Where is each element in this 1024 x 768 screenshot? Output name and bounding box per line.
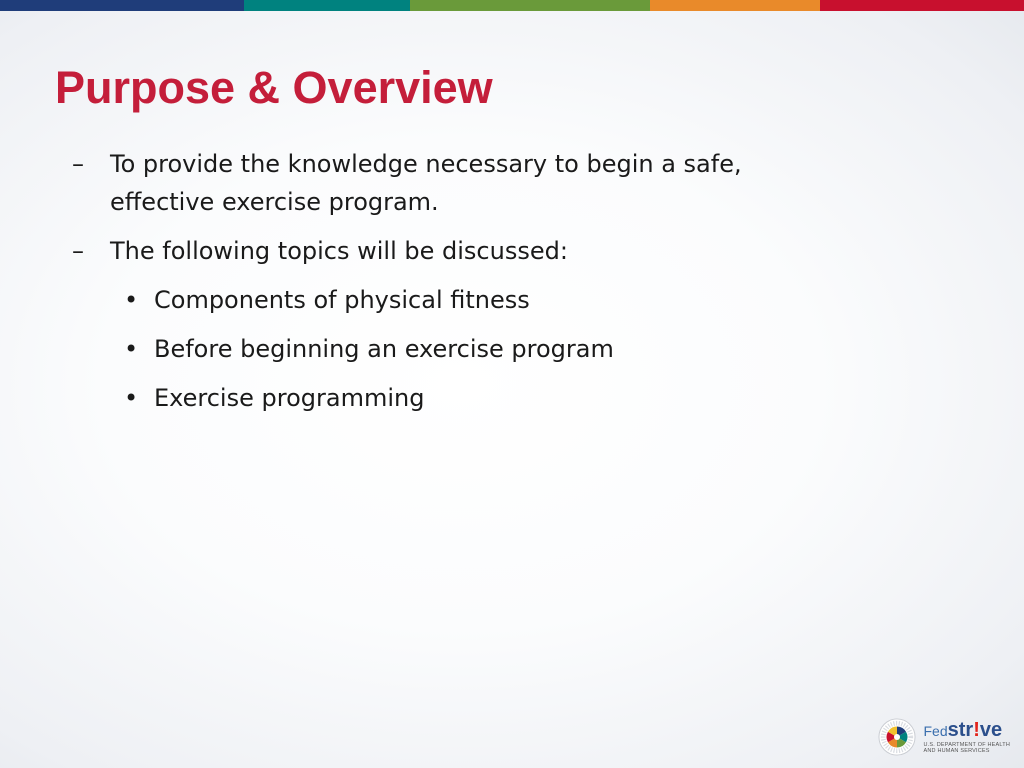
bullet-dot-marker: • <box>124 286 139 314</box>
slide-title: Purpose & Overview <box>55 62 493 113</box>
wordmark-strive-pre: str <box>947 719 974 741</box>
brand-wordmark <box>924 720 1011 754</box>
top-bar-segment-teal <box>244 0 410 11</box>
bullet-dot-marker: • <box>124 384 139 412</box>
top-color-bar <box>0 0 1024 11</box>
department-line-1: U.S. DEPARTMENT OF HEALTH <box>923 742 1010 748</box>
bullet-text: The following topics will be discussed: <box>110 237 568 265</box>
sub-bullet-text: Components of physical fitness <box>154 286 530 314</box>
top-bar-segment-orange <box>650 0 820 11</box>
dash-marker: – <box>72 150 84 178</box>
wordmark-strive-post: ve <box>979 719 1003 741</box>
wordmark-exclamation: ! <box>973 719 980 741</box>
fedstrive-logo <box>878 718 1011 756</box>
wordmark-fed: Fed <box>923 723 948 739</box>
bullet-item <box>72 232 792 270</box>
top-bar-segment-navy <box>0 0 244 11</box>
sub-bullet-item <box>72 281 792 319</box>
bullet-text: To provide the knowledge necessary to begin a safe, effective exercise program. <box>110 150 742 216</box>
bullet-dot-marker: • <box>124 335 139 363</box>
department-line-2: AND HUMAN SERVICES <box>923 748 990 754</box>
dash-marker: – <box>72 237 84 265</box>
top-bar-segment-red <box>820 0 1024 11</box>
sub-bullet-item <box>72 379 792 417</box>
fedstrive-wordmark <box>924 720 1011 742</box>
sub-bullet-item <box>72 330 792 368</box>
top-bar-segment-green <box>410 0 650 11</box>
sub-bullet-text: Exercise programming <box>154 384 425 412</box>
sub-bullet-text: Before beginning an exercise program <box>154 335 614 363</box>
slide-content <box>72 145 792 428</box>
bullet-item <box>72 145 792 221</box>
federal-occupational-health-seal-icon <box>878 718 916 756</box>
